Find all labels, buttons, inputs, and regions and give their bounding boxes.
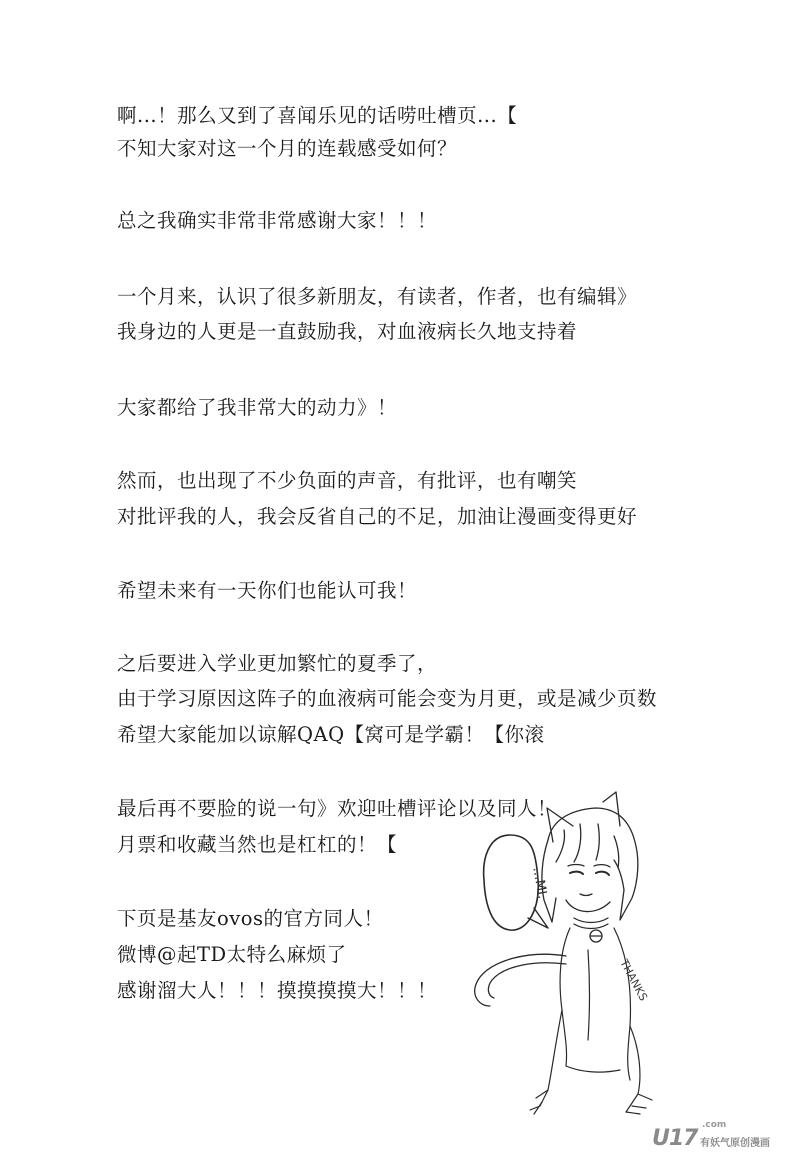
speech-bubble-text: …MI. <box>529 865 550 901</box>
text-line-6: 大家都给了我非常大的动力》！ <box>117 396 398 419</box>
text-line-2: 不知大家对这一个月的连载感受如何？ <box>117 137 458 160</box>
text-line-4: 一个月来，认识了很多新朋友，有读者，作者，也有编辑》 <box>117 285 638 308</box>
cat-girl-illustration <box>470 780 710 1120</box>
text-line-13: 最后再不要脸的说一句》欢迎吐槽评论以及同人！ <box>117 797 558 820</box>
text-line-3: 总之我确实非常非常感谢大家！！！ <box>117 209 438 232</box>
text-line-8: 对批评我的人，我会反省自己的不足，加油让漫画变得更好 <box>117 505 638 528</box>
speech-bubble <box>484 835 550 930</box>
u17-logo: U17 <box>652 1126 698 1151</box>
text-line-1: 啊...！那么又到了喜闻乐见的话唠吐槽页...【 <box>117 104 518 127</box>
text-line-14: 月票和收藏当然也是杠杠的！【 <box>117 833 398 856</box>
u17-slogan: 有妖气原创漫画 <box>700 1138 770 1149</box>
text-line-16: 微博@起TD太特么麻烦了 <box>117 943 347 966</box>
text-line-9: 希望未来有一天你们也能认可我！ <box>117 579 418 602</box>
sleeve-text: THANKS <box>617 957 650 1004</box>
text-line-5: 我身边的人更是一直鼓励我，对血液病长久地支持着 <box>117 320 578 343</box>
text-line-7: 然而，也出现了不少负面的声音，有批评，也有嘲笑 <box>117 469 578 492</box>
cat-tail <box>475 954 566 1006</box>
u17-watermark <box>652 1120 797 1151</box>
text-line-11: 由于学习原因这阵子的血液病可能会变为月更，或是减少页数 <box>117 687 658 710</box>
text-line-12: 希望大家能加以谅解QAQ【窝可是学霸！【你滚 <box>117 723 545 746</box>
character-body <box>530 928 652 1114</box>
u17-domain: .com <box>702 1120 727 1130</box>
character-head <box>542 792 638 922</box>
text-line-15: 下页是基友ovos的官方同人！ <box>117 907 384 930</box>
text-line-17: 感谢溜大人！！！摸摸摸摸大！！！ <box>117 979 438 1002</box>
collar-bell <box>574 918 608 942</box>
text-line-10: 之后要进入学业更加繁忙的夏季了， <box>117 652 438 675</box>
